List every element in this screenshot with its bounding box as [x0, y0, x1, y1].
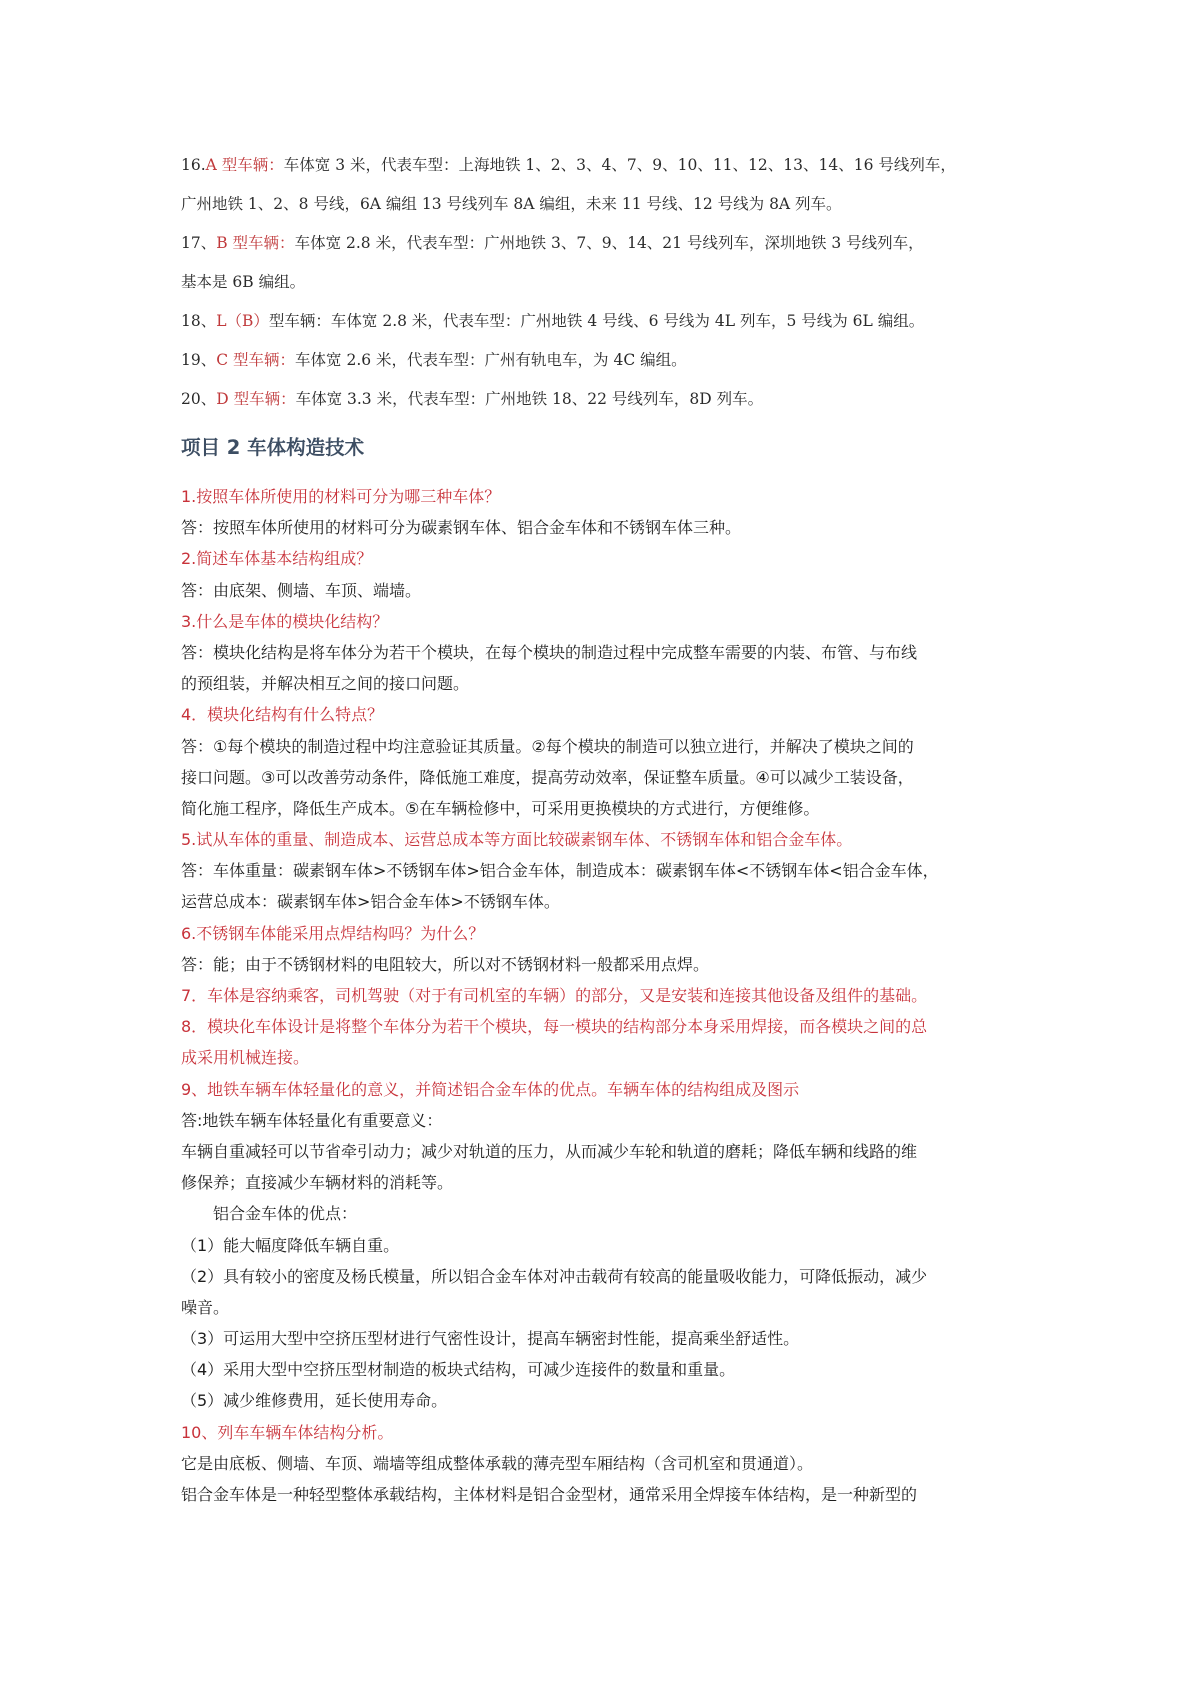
answer-line: （1）能大幅度降低车辆自重。 [181, 1235, 400, 1255]
list-item: 19、C 型车辆：车体宽 2.6 米，代表车型：广州有轨电车，为 4C 编组。 [181, 351, 687, 369]
list-item: 16.A 型车辆：车体宽 3 米，代表车型：上海地铁 1、2、3、4、7、9、10、11、12、13、14、16 号线列车， [181, 156, 956, 174]
document-page [181, 150, 1021, 1510]
question-line: 8．模块化车体设计是将整个车体分为若干个模块，每一模块的结构部分本身采用焊接，而各模块之间的总 [181, 1017, 928, 1037]
answer-line: 铝合金车体是一种轻型整体承载结构，主体材料是铝合金型材，通常采用全焊接车体结构，是一种新型的 [181, 1485, 918, 1504]
answer-line: 运营总成本：碳素钢车体>铝合金车体>不锈钢车体。 [181, 892, 560, 912]
answer-line: 修保养；直接减少车辆材料的消耗等。 [181, 1173, 454, 1193]
answer-line: 的预组装，并解决相互之间的接口问题。 [181, 674, 470, 694]
question-line: 6.不锈钢车体能采用点焊结构吗？为什么？ [181, 923, 485, 943]
answer-line: 答：按照车体所使用的材料可分为碳素钢车体、铝合金车体和不锈钢车体三种。 [181, 518, 742, 538]
section-heading: 项目 2 车体构造技术 [181, 436, 365, 459]
answer-line: （3）可运用大型中空挤压型材进行气密性设计，提高车辆密封性能，提高乘坐舒适性。 [181, 1329, 800, 1349]
question-line: 3.什么是车体的模块化结构？ [181, 611, 389, 631]
list-item-continuation: 广州地铁 1、2、8 号线，6A 编组 13 号线列车 8A 编组，未来 11 号线、12 号线为 8A 列车。 [181, 195, 842, 213]
question-line: 成采用机械连接。 [181, 1048, 310, 1068]
vehicle-type-label: B 型车辆： [216, 234, 295, 252]
vehicle-type-label: L（B） [216, 312, 269, 330]
answer-line: （5）减少维修费用，延长使用寿命。 [181, 1391, 448, 1411]
answer-line: 噪音。 [181, 1297, 230, 1317]
vehicle-type-label: C 型车辆： [216, 351, 296, 369]
answer-line: 答:地铁车辆车体轻量化有重要意义： [181, 1110, 443, 1130]
list-item: 17、B 型车辆：车体宽 2.8 米，代表车型：广州地铁 3、7、9、14、21 号线列车，深圳地铁 3 号线列车， [181, 234, 924, 252]
answer-line: 简化施工程序，降低生产成本。⑤在车辆检修中，可采用更换模块的方式进行，方便维修。 [181, 798, 820, 818]
list-item: 18、L（B）型车辆：车体宽 2.8 米，代表车型：广州地铁 4 号线、6 号线为 4L 列车，5 号线为 6L 编组。 [181, 312, 925, 330]
qa-section [181, 481, 1021, 1510]
vehicle-type-list [181, 150, 1021, 423]
answer-line: 答：①每个模块的制造过程中均注意验证其质量。②每个模块的制造可以独立进行，并解决了模块之间的 [181, 736, 914, 756]
question-line: 7．车体是容纳乘客，司机驾驶（对于有司机室的车辆）的部分，又是安装和连接其他设备及组件的基础。 [181, 986, 928, 1005]
answer-line: （4）采用大型中空挤压型材制造的板块式结构，可减少连接件的数量和重量。 [181, 1360, 736, 1380]
question-line: 9、地铁车辆车体轻量化的意义，并简述铝合金车体的优点。车辆车体的结构组成及图示 [181, 1079, 800, 1099]
answer-line: 答：模块化结构是将车体分为若干个模块，在每个模块的制造过程中完成整车需要的内装、布管、与布线 [181, 642, 918, 662]
answer-line: （2）具有较小的密度及杨氏模量，所以铝合金车体对冲击载荷有较高的能量吸收能力，可降低振动，减少 [181, 1266, 928, 1286]
answer-line: 答：由底架、侧墙、车顶、端墙。 [181, 580, 422, 600]
list-item: 20、D 型车辆：车体宽 3.3 米，代表车型：广州地铁 18、22 号线列车，8D 列车。 [181, 390, 764, 408]
answer-line: 它是由底板、侧墙、车顶、端墙等组成整体承载的薄壳型车厢结构（含司机室和贯通道）。 [181, 1453, 814, 1473]
list-item-continuation: 基本是 6B 编组。 [181, 273, 306, 291]
question-line: 2.简述车体基本结构组成？ [181, 549, 373, 569]
answer-line: 车辆自重减轻可以节省牵引动力；减少对轨道的压力，从而减少车轮和轨道的磨耗；降低车辆和线路的维 [181, 1141, 918, 1161]
answer-line: 答：车体重量：碳素钢车体>不锈钢车体>铝合金车体，制造成本：碳素钢车体<不锈钢车体<铝合金车体， [181, 861, 939, 881]
question-line: 4．模块化结构有什么特点？ [181, 705, 384, 725]
answer-line: 答：能；由于不锈钢材料的电阻较大，所以对不锈钢材料一般都采用点焊。 [181, 954, 710, 974]
question-line: 5.试从车体的重量、制造成本、运营总成本等方面比较碳素钢车体、不锈钢车体和铝合金车体。 [181, 830, 853, 850]
answer-line: 接口问题。③可以改善劳动条件，降低施工难度，提高劳动效率，保证整车质量。④可以减少工装设备， [181, 767, 914, 787]
question-line: 10、列车车辆车体结构分析。 [181, 1422, 394, 1442]
answer-line: 铝合金车体的优点： [213, 1204, 358, 1224]
vehicle-type-label: A 型车辆： [205, 156, 284, 174]
question-line: 1.按照车体所使用的材料可分为哪三种车体？ [181, 487, 501, 506]
vehicle-type-label: D 型车辆： [216, 390, 296, 408]
